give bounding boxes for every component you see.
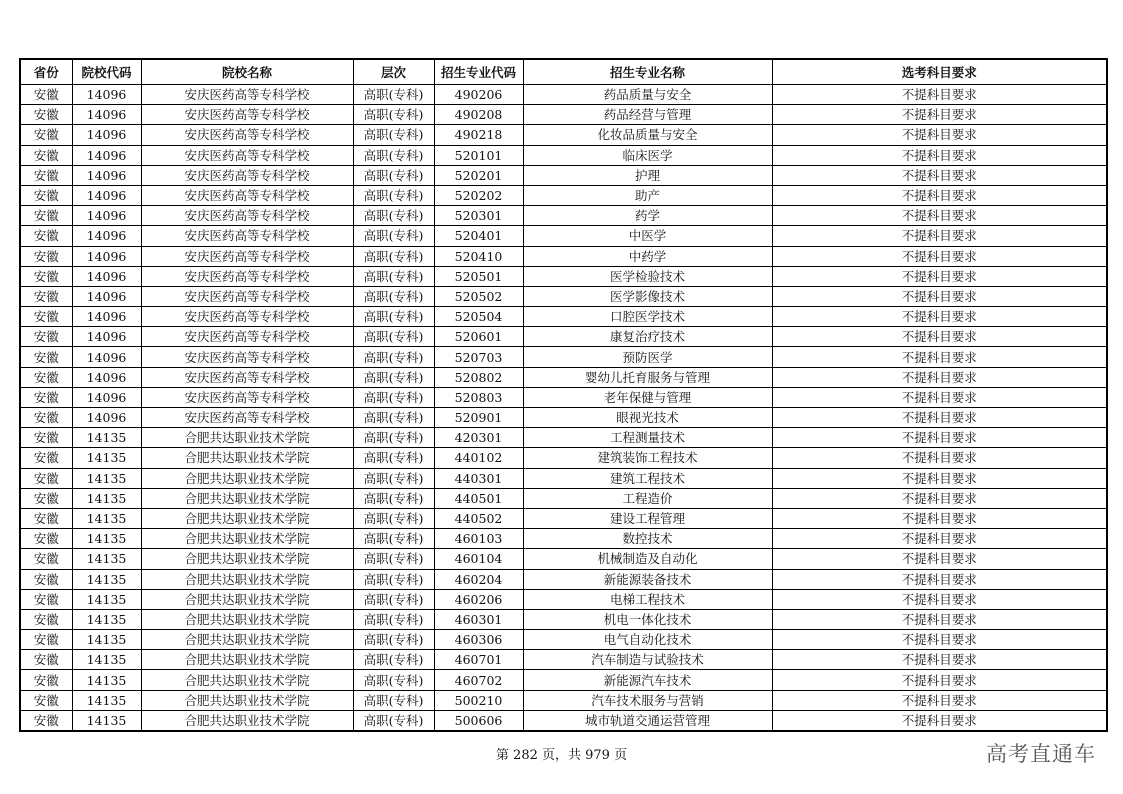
cell-level: 高职(专科) [353, 105, 434, 125]
cell-major-code: 490206 [434, 85, 523, 105]
cell-level: 高职(专科) [353, 206, 434, 226]
cell-major-name: 康复治疗技术 [523, 327, 772, 347]
cell-level: 高职(专科) [353, 609, 434, 629]
cell-school-code: 14096 [72, 408, 141, 428]
table-row [20, 246, 1107, 266]
table-row [20, 408, 1107, 428]
cell-province: 安徽 [20, 589, 72, 609]
cell-major-name: 药品质量与安全 [523, 85, 772, 105]
cell-major-code: 440102 [434, 448, 523, 468]
cell-major-code: 440502 [434, 508, 523, 528]
cell-school-code: 14135 [72, 508, 141, 528]
cell-major-code: 520901 [434, 408, 523, 428]
cell-subject-requirement: 不提科目要求 [772, 609, 1107, 629]
cell-school-code: 14096 [72, 387, 141, 407]
cell-school-name: 合肥共达职业技术学院 [141, 589, 353, 609]
cell-major-name: 建筑装饰工程技术 [523, 448, 772, 468]
cell-school-name: 安庆医药高等专科学校 [141, 145, 353, 165]
cell-major-name: 临床医学 [523, 145, 772, 165]
cell-province: 安徽 [20, 266, 72, 286]
cell-school-name: 合肥共达职业技术学院 [141, 569, 353, 589]
cell-province: 安徽 [20, 206, 72, 226]
cell-level: 高职(专科) [353, 549, 434, 569]
table-row [20, 428, 1107, 448]
cell-province: 安徽 [20, 609, 72, 629]
cell-school-name: 合肥共达职业技术学院 [141, 670, 353, 690]
cell-major-name: 药品经营与管理 [523, 105, 772, 125]
cell-subject-requirement: 不提科目要求 [772, 246, 1107, 266]
cell-major-code: 420301 [434, 428, 523, 448]
cell-level: 高职(专科) [353, 85, 434, 105]
cell-subject-requirement: 不提科目要求 [772, 549, 1107, 569]
table-row [20, 286, 1107, 306]
table-row [20, 488, 1107, 508]
cell-level: 高职(专科) [353, 650, 434, 670]
table-row [20, 347, 1107, 367]
header-subject-requirement: 选考科目要求 [772, 59, 1107, 85]
cell-major-code: 440301 [434, 468, 523, 488]
cell-level: 高职(专科) [353, 185, 434, 205]
cell-school-name: 合肥共达职业技术学院 [141, 448, 353, 468]
cell-school-name: 安庆医药高等专科学校 [141, 327, 353, 347]
cell-level: 高职(专科) [353, 286, 434, 306]
cell-major-code: 520803 [434, 387, 523, 407]
cell-school-code: 14096 [72, 165, 141, 185]
cell-school-code: 14096 [72, 125, 141, 145]
cell-level: 高职(专科) [353, 428, 434, 448]
cell-major-name: 口腔医学技术 [523, 307, 772, 327]
cell-province: 安徽 [20, 549, 72, 569]
cell-major-name: 新能源装备技术 [523, 569, 772, 589]
cell-school-code: 14135 [72, 428, 141, 448]
cell-province: 安徽 [20, 185, 72, 205]
cell-major-code: 460301 [434, 609, 523, 629]
cell-major-name: 新能源汽车技术 [523, 670, 772, 690]
cell-level: 高职(专科) [353, 569, 434, 589]
cell-major-name: 助产 [523, 185, 772, 205]
cell-major-name: 工程测量技术 [523, 428, 772, 448]
header-major-name: 招生专业名称 [523, 59, 772, 85]
cell-subject-requirement: 不提科目要求 [772, 670, 1107, 690]
cell-province: 安徽 [20, 630, 72, 650]
cell-school-name: 合肥共达职业技术学院 [141, 529, 353, 549]
cell-province: 安徽 [20, 246, 72, 266]
cell-school-name: 安庆医药高等专科学校 [141, 206, 353, 226]
cell-major-code: 520410 [434, 246, 523, 266]
cell-province: 安徽 [20, 226, 72, 246]
cell-subject-requirement: 不提科目要求 [772, 145, 1107, 165]
table-row [20, 609, 1107, 629]
table-row [20, 387, 1107, 407]
cell-subject-requirement: 不提科目要求 [772, 226, 1107, 246]
cell-major-code: 520601 [434, 327, 523, 347]
cell-major-name: 建筑工程技术 [523, 468, 772, 488]
cell-school-name: 合肥共达职业技术学院 [141, 650, 353, 670]
cell-subject-requirement: 不提科目要求 [772, 185, 1107, 205]
cell-province: 安徽 [20, 448, 72, 468]
cell-school-name: 合肥共达职业技术学院 [141, 428, 353, 448]
cell-school-code: 14135 [72, 448, 141, 468]
table-row [20, 165, 1107, 185]
table-row [20, 448, 1107, 468]
cell-level: 高职(专科) [353, 266, 434, 286]
cell-level: 高职(专科) [353, 246, 434, 266]
table-row [20, 589, 1107, 609]
cell-school-code: 14135 [72, 569, 141, 589]
cell-province: 安徽 [20, 428, 72, 448]
cell-school-code: 14135 [72, 468, 141, 488]
cell-school-name: 合肥共达职业技术学院 [141, 488, 353, 508]
cell-school-code: 14135 [72, 589, 141, 609]
cell-province: 安徽 [20, 307, 72, 327]
table-row [20, 367, 1107, 387]
cell-school-name: 安庆医药高等专科学校 [141, 408, 353, 428]
cell-school-name: 安庆医药高等专科学校 [141, 165, 353, 185]
cell-subject-requirement: 不提科目要求 [772, 347, 1107, 367]
cell-school-code: 14096 [72, 105, 141, 125]
cell-major-code: 520101 [434, 145, 523, 165]
cell-school-code: 14135 [72, 690, 141, 710]
cell-school-name: 安庆医药高等专科学校 [141, 367, 353, 387]
cell-subject-requirement: 不提科目要求 [772, 206, 1107, 226]
cell-level: 高职(专科) [353, 529, 434, 549]
table-row [20, 529, 1107, 549]
cell-major-code: 460206 [434, 589, 523, 609]
cell-province: 安徽 [20, 690, 72, 710]
cell-major-code: 460702 [434, 670, 523, 690]
cell-school-name: 安庆医药高等专科学校 [141, 387, 353, 407]
cell-subject-requirement: 不提科目要求 [772, 307, 1107, 327]
cell-school-name: 安庆医药高等专科学校 [141, 105, 353, 125]
cell-major-name: 数控技术 [523, 529, 772, 549]
cell-major-code: 500606 [434, 710, 523, 731]
cell-school-code: 14096 [72, 347, 141, 367]
cell-major-name: 眼视光技术 [523, 408, 772, 428]
cell-school-name: 安庆医药高等专科学校 [141, 185, 353, 205]
cell-level: 高职(专科) [353, 508, 434, 528]
cell-school-name: 合肥共达职业技术学院 [141, 549, 353, 569]
cell-school-code: 14096 [72, 246, 141, 266]
cell-major-name: 机械制造及自动化 [523, 549, 772, 569]
cell-school-name: 合肥共达职业技术学院 [141, 710, 353, 731]
cell-major-code: 460306 [434, 630, 523, 650]
table-row [20, 327, 1107, 347]
cell-school-name: 合肥共达职业技术学院 [141, 609, 353, 629]
cell-school-name: 安庆医药高等专科学校 [141, 347, 353, 367]
cell-major-name: 电气自动化技术 [523, 630, 772, 650]
cell-school-code: 14096 [72, 145, 141, 165]
cell-province: 安徽 [20, 165, 72, 185]
cell-major-name: 汽车技术服务与营销 [523, 690, 772, 710]
cell-subject-requirement: 不提科目要求 [772, 710, 1107, 731]
cell-school-code: 14135 [72, 630, 141, 650]
cell-major-code: 520703 [434, 347, 523, 367]
cell-subject-requirement: 不提科目要求 [772, 448, 1107, 468]
cell-major-name: 预防医学 [523, 347, 772, 367]
cell-school-name: 安庆医药高等专科学校 [141, 307, 353, 327]
table-header-row [20, 59, 1107, 85]
cell-school-code: 14096 [72, 85, 141, 105]
cell-major-name: 护理 [523, 165, 772, 185]
cell-major-name: 城市轨道交通运营管理 [523, 710, 772, 731]
cell-school-name: 安庆医药高等专科学校 [141, 226, 353, 246]
cell-major-code: 500210 [434, 690, 523, 710]
cell-subject-requirement: 不提科目要求 [772, 266, 1107, 286]
cell-major-name: 工程造价 [523, 488, 772, 508]
cell-major-code: 520501 [434, 266, 523, 286]
cell-major-code: 490218 [434, 125, 523, 145]
cell-subject-requirement: 不提科目要求 [772, 508, 1107, 528]
cell-major-code: 520502 [434, 286, 523, 306]
cell-subject-requirement: 不提科目要求 [772, 327, 1107, 347]
cell-school-code: 14096 [72, 206, 141, 226]
cell-level: 高职(专科) [353, 125, 434, 145]
cell-school-code: 14096 [72, 286, 141, 306]
cell-major-code: 520504 [434, 307, 523, 327]
table-row [20, 710, 1107, 731]
table-row [20, 125, 1107, 145]
cell-province: 安徽 [20, 105, 72, 125]
cell-major-name: 医学影像技术 [523, 286, 772, 306]
cell-school-code: 14135 [72, 650, 141, 670]
cell-level: 高职(专科) [353, 448, 434, 468]
cell-province: 安徽 [20, 569, 72, 589]
watermark-logo: 高考直通车 [986, 742, 1096, 766]
cell-major-name: 化妆品质量与安全 [523, 125, 772, 145]
cell-school-code: 14096 [72, 226, 141, 246]
cell-school-name: 合肥共达职业技术学院 [141, 630, 353, 650]
cell-level: 高职(专科) [353, 165, 434, 185]
cell-subject-requirement: 不提科目要求 [772, 165, 1107, 185]
table-row [20, 266, 1107, 286]
cell-major-name: 电梯工程技术 [523, 589, 772, 609]
cell-subject-requirement: 不提科目要求 [772, 408, 1107, 428]
table-row [20, 549, 1107, 569]
cell-province: 安徽 [20, 670, 72, 690]
table-row [20, 508, 1107, 528]
table-row [20, 569, 1107, 589]
cell-subject-requirement: 不提科目要求 [772, 529, 1107, 549]
cell-province: 安徽 [20, 85, 72, 105]
cell-province: 安徽 [20, 529, 72, 549]
table-row [20, 307, 1107, 327]
cell-school-code: 14135 [72, 549, 141, 569]
cell-level: 高职(专科) [353, 670, 434, 690]
cell-level: 高职(专科) [353, 307, 434, 327]
cell-major-code: 440501 [434, 488, 523, 508]
cell-subject-requirement: 不提科目要求 [772, 428, 1107, 448]
cell-major-code: 460103 [434, 529, 523, 549]
cell-school-code: 14135 [72, 529, 141, 549]
cell-subject-requirement: 不提科目要求 [772, 286, 1107, 306]
admission-table [19, 58, 1108, 732]
cell-province: 安徽 [20, 387, 72, 407]
cell-province: 安徽 [20, 286, 72, 306]
cell-major-name: 中医学 [523, 226, 772, 246]
table-row [20, 105, 1107, 125]
page-number: 第 282 页，共 979 页 [495, 748, 628, 763]
table-body [20, 85, 1107, 732]
table-row [20, 468, 1107, 488]
table-row [20, 690, 1107, 710]
cell-subject-requirement: 不提科目要求 [772, 488, 1107, 508]
cell-province: 安徽 [20, 468, 72, 488]
cell-school-code: 14096 [72, 327, 141, 347]
cell-major-name: 婴幼儿托育服务与管理 [523, 367, 772, 387]
cell-school-name: 安庆医药高等专科学校 [141, 125, 353, 145]
cell-major-name: 药学 [523, 206, 772, 226]
cell-subject-requirement: 不提科目要求 [772, 690, 1107, 710]
cell-major-name: 医学检验技术 [523, 266, 772, 286]
cell-level: 高职(专科) [353, 630, 434, 650]
cell-major-code: 520201 [434, 165, 523, 185]
cell-school-name: 安庆医药高等专科学校 [141, 266, 353, 286]
cell-school-name: 安庆医药高等专科学校 [141, 246, 353, 266]
cell-school-name: 合肥共达职业技术学院 [141, 468, 353, 488]
table-row [20, 670, 1107, 690]
cell-major-code: 460104 [434, 549, 523, 569]
cell-level: 高职(专科) [353, 408, 434, 428]
cell-province: 安徽 [20, 125, 72, 145]
table-row [20, 85, 1107, 105]
cell-level: 高职(专科) [353, 367, 434, 387]
cell-school-name: 合肥共达职业技术学院 [141, 508, 353, 528]
cell-subject-requirement: 不提科目要求 [772, 569, 1107, 589]
cell-school-code: 14096 [72, 307, 141, 327]
table-row [20, 185, 1107, 205]
cell-subject-requirement: 不提科目要求 [772, 85, 1107, 105]
cell-subject-requirement: 不提科目要求 [772, 367, 1107, 387]
cell-province: 安徽 [20, 367, 72, 387]
cell-subject-requirement: 不提科目要求 [772, 589, 1107, 609]
cell-major-name: 中药学 [523, 246, 772, 266]
cell-level: 高职(专科) [353, 327, 434, 347]
cell-major-code: 520802 [434, 367, 523, 387]
table-row [20, 145, 1107, 165]
cell-level: 高职(专科) [353, 488, 434, 508]
cell-subject-requirement: 不提科目要求 [772, 105, 1107, 125]
cell-province: 安徽 [20, 347, 72, 367]
table-row [20, 650, 1107, 670]
cell-major-code: 520202 [434, 185, 523, 205]
header-major-code: 招生专业代码 [434, 59, 523, 85]
cell-level: 高职(专科) [353, 226, 434, 246]
table-row [20, 206, 1107, 226]
cell-province: 安徽 [20, 327, 72, 347]
header-school-code: 院校代码 [72, 59, 141, 85]
cell-major-code: 460204 [434, 569, 523, 589]
cell-province: 安徽 [20, 710, 72, 731]
cell-school-code: 14096 [72, 367, 141, 387]
cell-province: 安徽 [20, 145, 72, 165]
cell-school-name: 安庆医药高等专科学校 [141, 85, 353, 105]
cell-province: 安徽 [20, 508, 72, 528]
cell-school-code: 14135 [72, 710, 141, 731]
cell-level: 高职(专科) [353, 710, 434, 731]
cell-school-code: 14135 [72, 670, 141, 690]
table-row [20, 226, 1107, 246]
cell-province: 安徽 [20, 488, 72, 508]
cell-subject-requirement: 不提科目要求 [772, 125, 1107, 145]
cell-level: 高职(专科) [353, 145, 434, 165]
cell-major-code: 490208 [434, 105, 523, 125]
cell-major-code: 520301 [434, 206, 523, 226]
cell-province: 安徽 [20, 650, 72, 670]
cell-school-name: 合肥共达职业技术学院 [141, 690, 353, 710]
cell-school-code: 14135 [72, 488, 141, 508]
cell-province: 安徽 [20, 408, 72, 428]
header-school-name: 院校名称 [141, 59, 353, 85]
cell-major-code: 520401 [434, 226, 523, 246]
cell-major-name: 机电一体化技术 [523, 609, 772, 629]
cell-subject-requirement: 不提科目要求 [772, 630, 1107, 650]
cell-major-name: 建设工程管理 [523, 508, 772, 528]
cell-subject-requirement: 不提科目要求 [772, 468, 1107, 488]
header-level: 层次 [353, 59, 434, 85]
cell-subject-requirement: 不提科目要求 [772, 650, 1107, 670]
cell-school-code: 14135 [72, 609, 141, 629]
cell-school-code: 14096 [72, 185, 141, 205]
cell-major-name: 老年保健与管理 [523, 387, 772, 407]
table-row [20, 630, 1107, 650]
cell-school-code: 14096 [72, 266, 141, 286]
header-province: 省份 [20, 59, 72, 85]
cell-major-code: 460701 [434, 650, 523, 670]
cell-school-name: 安庆医药高等专科学校 [141, 286, 353, 306]
cell-level: 高职(专科) [353, 347, 434, 367]
cell-level: 高职(专科) [353, 589, 434, 609]
cell-level: 高职(专科) [353, 387, 434, 407]
cell-level: 高职(专科) [353, 468, 434, 488]
cell-major-name: 汽车制造与试验技术 [523, 650, 772, 670]
cell-level: 高职(专科) [353, 690, 434, 710]
cell-subject-requirement: 不提科目要求 [772, 387, 1107, 407]
